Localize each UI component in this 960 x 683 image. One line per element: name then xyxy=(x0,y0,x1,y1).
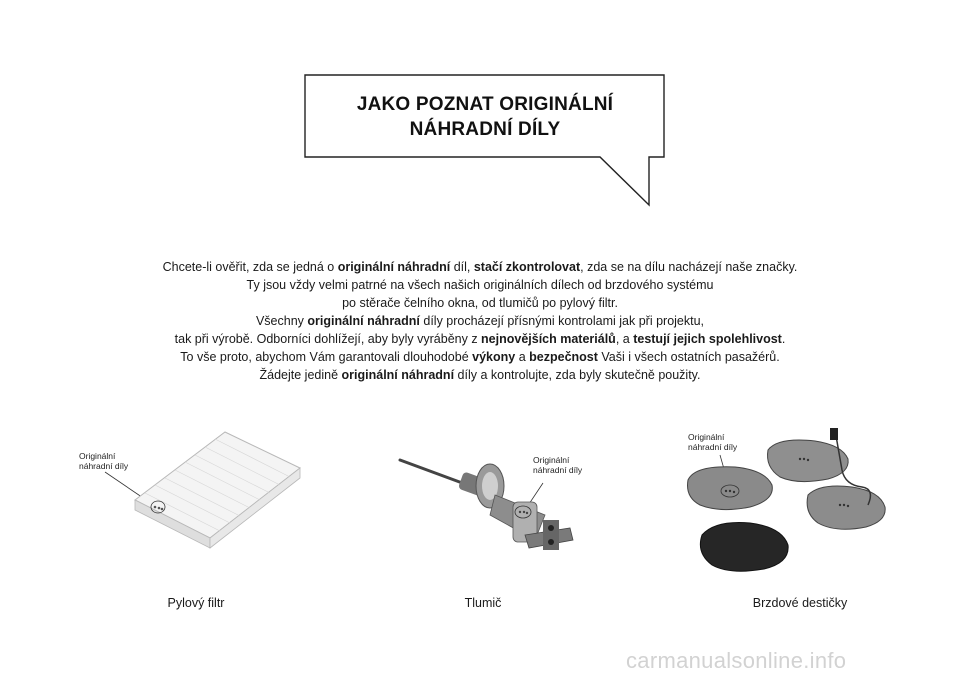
intro-text: Žádejte jedině xyxy=(259,368,342,382)
intro-text: , a xyxy=(615,332,634,346)
intro-paragraph xyxy=(70,258,890,384)
intro-emphasis: originální náhradní xyxy=(341,368,455,382)
watermark-text: carmanualsonline.info xyxy=(626,648,847,673)
intro-text: díl, xyxy=(450,260,474,274)
intro-text: To vše proto, abychom Vám garantovali dlouhodobé xyxy=(180,350,473,364)
brake-pads-icon xyxy=(680,425,900,585)
intro-line xyxy=(70,330,890,348)
intro-text: . xyxy=(781,332,786,346)
intro-line xyxy=(70,258,890,276)
caption-filter: Pylový filtr xyxy=(167,596,225,610)
intro-emphasis: bezpečnost xyxy=(529,350,598,364)
intro-emphasis: originální náhradní xyxy=(337,260,451,274)
intro-line xyxy=(70,276,890,294)
cabin-filter-icon xyxy=(95,420,315,560)
intro-line xyxy=(70,366,890,384)
speech-bubble xyxy=(300,70,670,212)
intro-text: Ty jsou vždy velmi patrné na všech našich originálních dílech od brzdového systému xyxy=(246,278,714,292)
intro-emphasis: stačí zkontrolovat xyxy=(473,260,581,274)
intro-emphasis: nejnovějších materiálů xyxy=(481,332,616,346)
intro-text: díly a kontrolujte, zda byly skutečně použity. xyxy=(454,368,701,382)
callout-label-filter: Originální náhradní díly xyxy=(79,451,129,471)
intro-line xyxy=(70,312,890,330)
intro-text: Chcete-li ověřit, zda se jedná o xyxy=(162,260,338,274)
intro-text: Vaši i všech ostatních pasažérů. xyxy=(597,350,780,364)
caption-shock: Tlumič xyxy=(464,596,502,610)
callout-label-shock: Originální náhradní díly xyxy=(533,455,583,475)
intro-text: , zda se na dílu nacházejí naše značky. xyxy=(580,260,798,274)
caption-brakes: Brzdové destičky xyxy=(752,596,848,610)
intro-text: tak při výrobě. Odborníci dohlížejí, aby byly vyráběny z xyxy=(174,332,482,346)
callout-label-brakes: Originální náhradní díly xyxy=(688,432,738,452)
intro-emphasis: originální náhradní xyxy=(307,314,420,328)
intro-text: po stěrače čelního okna, od tlumičů po pylový filtr. xyxy=(342,296,618,310)
intro-emphasis: výkony xyxy=(472,350,516,364)
intro-text: díly procházejí přísnými kontrolami jak při projektu, xyxy=(419,314,705,328)
page-title: JAKO POZNAT ORIGINÁLNÍ NÁHRADNÍ DÍLY xyxy=(356,94,614,140)
intro-text: Všechny xyxy=(255,314,308,328)
intro-text: a xyxy=(515,350,530,364)
intro-emphasis: testují jejich spolehlivost xyxy=(633,332,782,346)
intro-line xyxy=(70,348,890,366)
shock-absorber-icon xyxy=(395,450,595,580)
intro-line xyxy=(70,294,890,312)
